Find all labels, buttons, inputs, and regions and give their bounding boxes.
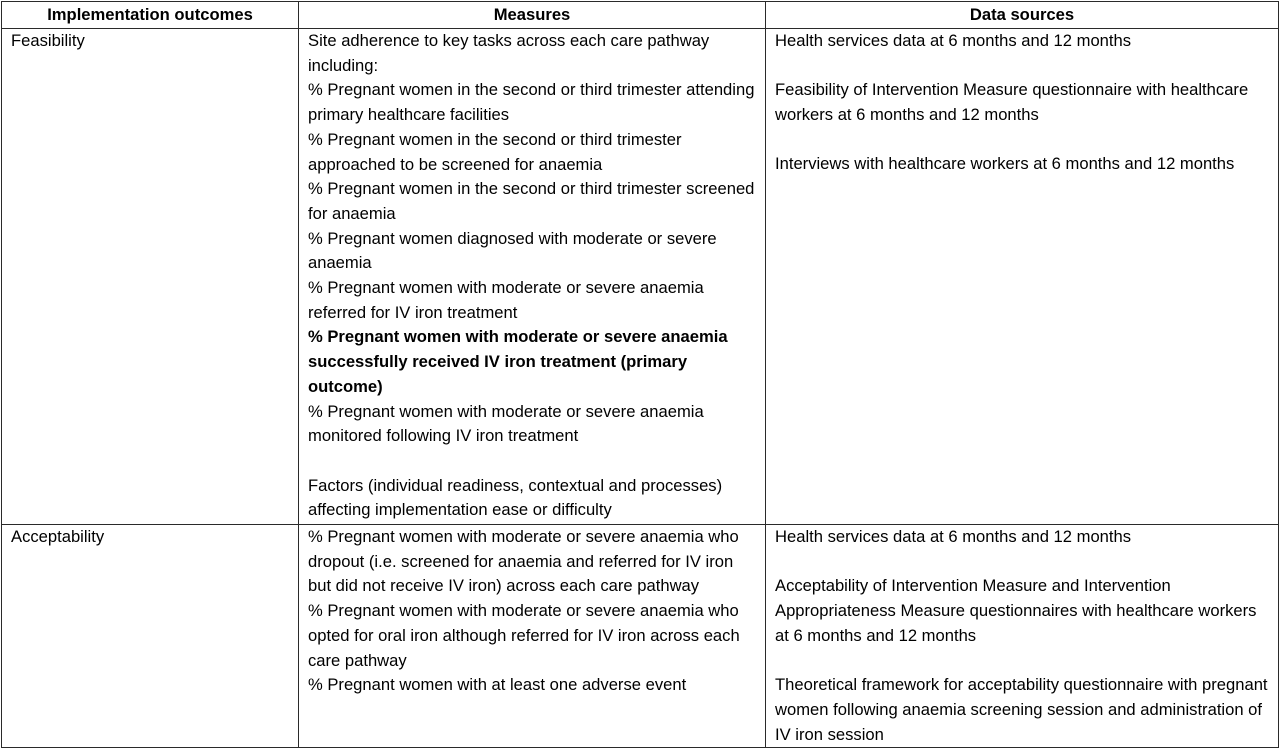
spacer bbox=[775, 550, 1272, 575]
measure-item: % Pregnant women with at least one adverse event bbox=[308, 675, 687, 695]
data-source-item: Interviews with healthcare workers at 6 months and 12 months bbox=[775, 154, 1235, 174]
table-header-row bbox=[2, 2, 1279, 29]
measure-item: % Pregnant women with moderate or severe anaemia who dropout (i.e. screened for anaemia and referred for IV iron but did not receive IV iron) across each care pathway bbox=[308, 527, 739, 596]
data-source-item: Health services data at 6 months and 12 months bbox=[775, 527, 1132, 546]
table-row-acceptability bbox=[2, 525, 1279, 748]
measure-item: % Pregnant women in the second or third trimester attending primary healthcare facilities bbox=[308, 80, 755, 125]
measure-item: % Pregnant women in the second or third trimester screened for anaemia bbox=[308, 179, 755, 223]
data-source-item: Health services data at 6 months and 12 months bbox=[775, 31, 1132, 50]
data-source-item: Feasibility of Intervention Measure questionnaire with healthcare workers at 6 months and 12 months bbox=[775, 80, 1249, 125]
outcome-label: Acceptability bbox=[11, 527, 105, 546]
measure-item: % Pregnant women with moderate or severe anaemia who opted for oral iron although referred for IV iron across each care pathway bbox=[308, 601, 740, 670]
header-implementation-outcomes: Implementation outcomes bbox=[2, 2, 299, 29]
measures-cell-acceptability bbox=[299, 525, 766, 748]
outcome-label: Feasibility bbox=[11, 31, 85, 50]
spacer bbox=[775, 128, 1272, 153]
measures-cell-feasibility bbox=[299, 29, 766, 525]
sources-cell-feasibility bbox=[766, 29, 1279, 525]
spacer bbox=[308, 449, 759, 474]
measure-item: % Pregnant women in the second or third trimester approached to be screened for anaemia bbox=[308, 129, 682, 174]
outcome-cell-feasibility bbox=[2, 29, 299, 525]
measure-item: % Pregnant women with moderate or severe anaemia referred for IV iron treatment bbox=[308, 278, 704, 322]
primary-outcome-measure: % Pregnant women with moderate or severe anaemia successfully received IV iron treatment (primary outcome) bbox=[308, 327, 728, 396]
measure-item: Factors (individual readiness, contextual and processes) affecting implementation ease or difficulty bbox=[308, 475, 723, 520]
header-data-sources: Data sources bbox=[766, 2, 1279, 29]
implementation-outcomes-table bbox=[1, 1, 1279, 748]
measure-item: Site adherence to key tasks across each care pathway including: bbox=[308, 31, 710, 75]
table-row-feasibility bbox=[2, 29, 1279, 525]
measure-item: % Pregnant women diagnosed with moderate or severe anaemia bbox=[308, 228, 717, 273]
data-source-item: Acceptability of Intervention Measure and Intervention Appropriateness Measure questionnaires with healthcare workers at 6 months and 12 months bbox=[775, 576, 1257, 645]
data-source-item: Theoretical framework for acceptability questionnaire with pregnant women following anaemia screening session and administration of IV iron session bbox=[775, 675, 1268, 744]
header-measures: Measures bbox=[299, 2, 766, 29]
sources-cell-acceptability bbox=[766, 525, 1279, 748]
spacer bbox=[775, 54, 1272, 79]
outcome-cell-acceptability bbox=[2, 525, 299, 748]
measure-item: % Pregnant women with moderate or severe anaemia monitored following IV iron treatment bbox=[308, 401, 704, 446]
spacer bbox=[775, 649, 1272, 674]
